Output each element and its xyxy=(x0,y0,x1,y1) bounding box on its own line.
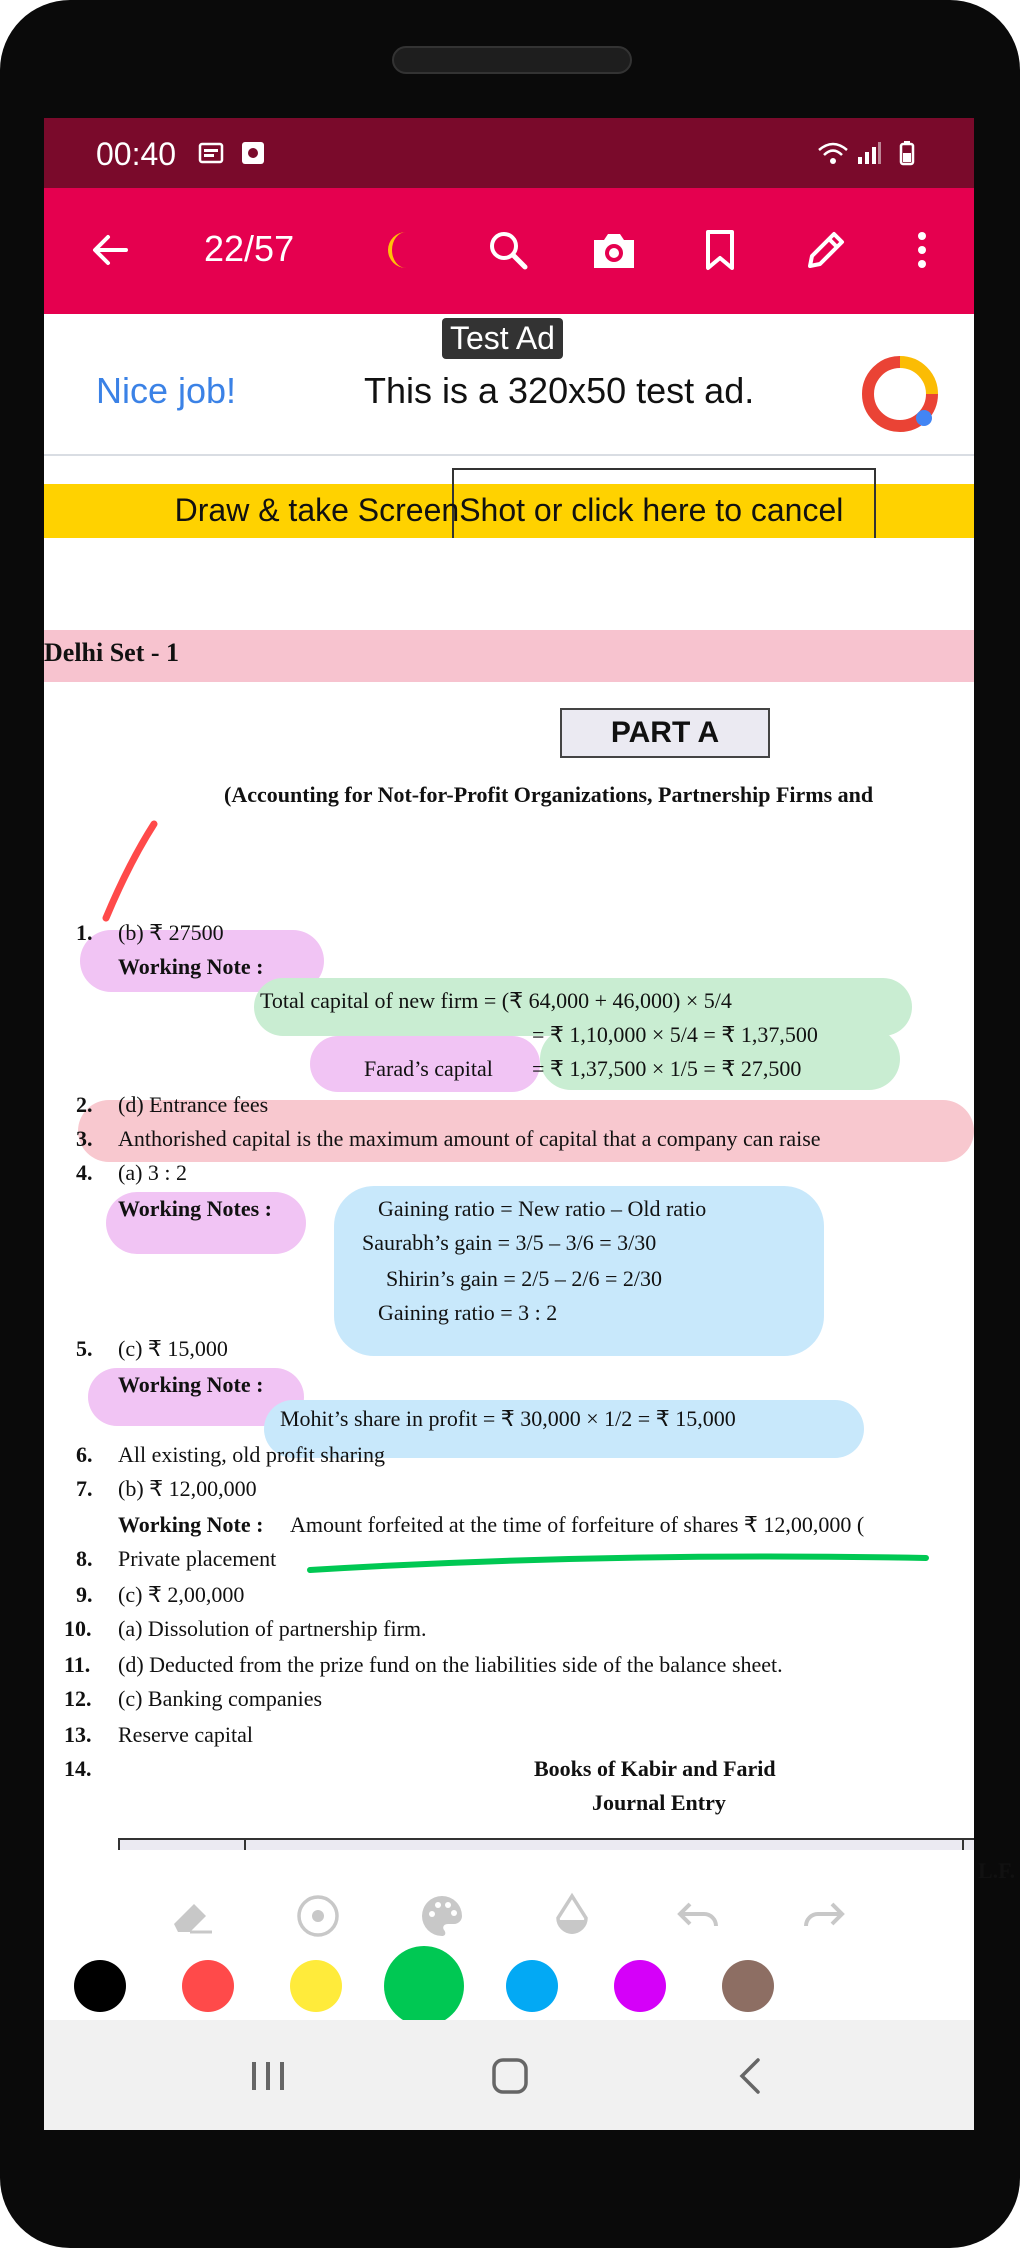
subheading: (Accounting for Not-for-Profit Organizations, Partnership Firms and xyxy=(224,782,874,807)
q4-gain-2: Saurabh’s gain = 3/5 – 3/6 = 3/30 xyxy=(362,1230,657,1255)
color-swatch-green-selected[interactable] xyxy=(384,1946,464,2026)
q4-gain-4: Gaining ratio = 3 : 2 xyxy=(378,1300,558,1325)
q5-answer: (c) ₹ 15,000 xyxy=(118,1336,228,1361)
ad-logo-icon xyxy=(860,354,940,434)
edit-pencil-icon[interactable] xyxy=(798,222,854,278)
q7-answer: (b) ₹ 12,00,000 xyxy=(118,1476,257,1501)
q5-working-note: Working Note : xyxy=(118,1372,264,1397)
color-swatch-black[interactable] xyxy=(74,1960,126,2012)
opacity-drop-icon[interactable] xyxy=(544,1888,600,1944)
q4-answer: (a) 3 : 2 xyxy=(118,1160,188,1185)
red-pen-stroke xyxy=(84,818,164,928)
color-swatch-blue[interactable] xyxy=(506,1960,558,2012)
search-icon[interactable] xyxy=(480,222,536,278)
table-col-lf: L.F. xyxy=(978,1858,1016,1883)
set-title: Delhi Set - 1 xyxy=(44,638,180,667)
q13-number: 13. xyxy=(64,1722,92,1747)
q2-number: 2. xyxy=(76,1092,93,1117)
q6-number: 6. xyxy=(76,1442,93,1467)
q4-gain-1: Gaining ratio = New ratio – Old ratio xyxy=(378,1196,707,1221)
recent-apps-icon[interactable] xyxy=(248,2058,288,2099)
q10-answer: (a) Dissolution of partnership firm. xyxy=(118,1616,427,1641)
color-swatch-red[interactable] xyxy=(182,1960,234,2012)
q1-number: 1. xyxy=(76,920,93,945)
q4-number: 4. xyxy=(76,1160,93,1185)
screen xyxy=(44,118,1016,2130)
q9-number: 9. xyxy=(76,1582,93,1607)
eraser-icon[interactable] xyxy=(164,1888,220,1944)
q14-number: 14. xyxy=(64,1756,92,1781)
wifi-icon xyxy=(816,140,850,166)
back-arrow-icon[interactable] xyxy=(82,222,138,278)
screenshot-banner[interactable] xyxy=(44,484,974,538)
q1-calc-1: Total capital of new firm = (₹ 64,000 + 46,000) × 5/4 xyxy=(260,988,732,1013)
test-ad-banner[interactable] xyxy=(44,314,974,456)
home-icon[interactable] xyxy=(490,2056,530,2101)
q6-answer: All existing, old profit sharing xyxy=(118,1442,386,1467)
ad-tag: Test Ad xyxy=(442,318,563,359)
q1-calc-2: = ₹ 1,10,000 × 5/4 = ₹ 1,37,500 xyxy=(532,1022,818,1047)
color-swatch-purple[interactable] xyxy=(614,1960,666,2012)
screenshot-banner-text: Draw & take ScreenShot or click here to cancel xyxy=(174,492,844,528)
green-pen-underline xyxy=(306,1548,936,1578)
q3-answer: Anthorished capital is the maximum amount of capital that a company can raise xyxy=(118,1126,821,1151)
speaker-grille xyxy=(392,46,632,74)
status-time: 00:40 xyxy=(96,136,177,172)
q10-number: 10. xyxy=(64,1616,92,1641)
q12-answer: (c) Banking companies xyxy=(118,1686,323,1711)
back-nav-icon[interactable] xyxy=(736,2056,766,2101)
app-toolbar xyxy=(44,188,974,314)
q1-working-note: Working Note : xyxy=(118,954,264,979)
q5-calc: Mohit’s share in profit = ₹ 30,000 × 1/2 = ₹ 15,000 xyxy=(280,1406,736,1431)
set-band xyxy=(44,630,974,682)
q7-number: 7. xyxy=(76,1476,93,1501)
q1-calc-3-label: Farad’s capital xyxy=(364,1056,493,1081)
q1-answer: (b) ₹ 27500 xyxy=(118,920,224,945)
q3-number: 3. xyxy=(76,1126,93,1151)
q8-answer: Private placement xyxy=(118,1546,277,1571)
page-indicator[interactable]: 22/57 xyxy=(204,228,295,269)
q7-working-note: Amount forfeited at the time of forfeiture of shares ₹ 12,00,000 ( xyxy=(290,1512,865,1537)
q7-working-note-label: Working Note : xyxy=(118,1512,264,1537)
color-swatch-yellow[interactable] xyxy=(290,1960,342,2012)
q11-answer: (d) Deducted from the prize fund on the liabilities side of the balance sheet. xyxy=(118,1652,783,1677)
palette-icon[interactable] xyxy=(414,1888,470,1944)
undo-icon[interactable] xyxy=(670,1888,726,1944)
ad-nice-text: Nice job! xyxy=(96,370,237,411)
camera-icon[interactable] xyxy=(586,222,642,278)
more-options-icon[interactable] xyxy=(894,222,950,278)
q13-answer: Reserve capital xyxy=(118,1722,253,1747)
q2-answer: (d) Entrance fees xyxy=(118,1092,269,1117)
q14-title: Books of Kabir and Farid xyxy=(534,1756,776,1781)
q9-answer: (c) ₹ 2,00,000 xyxy=(118,1582,245,1607)
redo-icon[interactable] xyxy=(796,1888,852,1944)
system-nav-bar xyxy=(44,2020,974,2130)
color-swatch-brown[interactable] xyxy=(722,1960,774,2012)
part-a-heading: PART A xyxy=(560,708,770,758)
status-bar xyxy=(44,118,974,188)
q14-subtitle: Journal Entry xyxy=(592,1790,726,1815)
q1-calc-3: = ₹ 1,37,500 × 1/5 = ₹ 27,500 xyxy=(532,1056,802,1081)
pdf-page[interactable] xyxy=(44,538,1016,1883)
q5-number: 5. xyxy=(76,1336,93,1361)
gallery-icon xyxy=(198,140,224,166)
brush-size-icon[interactable] xyxy=(290,1888,346,1944)
q11-number: 11. xyxy=(64,1652,91,1677)
q8-number: 8. xyxy=(76,1546,93,1571)
q4-working-notes: Working Notes : xyxy=(118,1196,272,1221)
bookmark-icon[interactable] xyxy=(692,222,748,278)
ad-message: This is a 320x50 test ad. xyxy=(364,370,755,411)
q4-gain-3: Shirin’s gain = 2/5 – 2/6 = 2/30 xyxy=(386,1266,662,1291)
battery-icon xyxy=(894,140,920,166)
q12-number: 12. xyxy=(64,1686,92,1711)
signal-icon xyxy=(856,140,882,166)
night-mode-moon-icon[interactable] xyxy=(374,222,430,278)
notification-icon xyxy=(240,140,266,166)
